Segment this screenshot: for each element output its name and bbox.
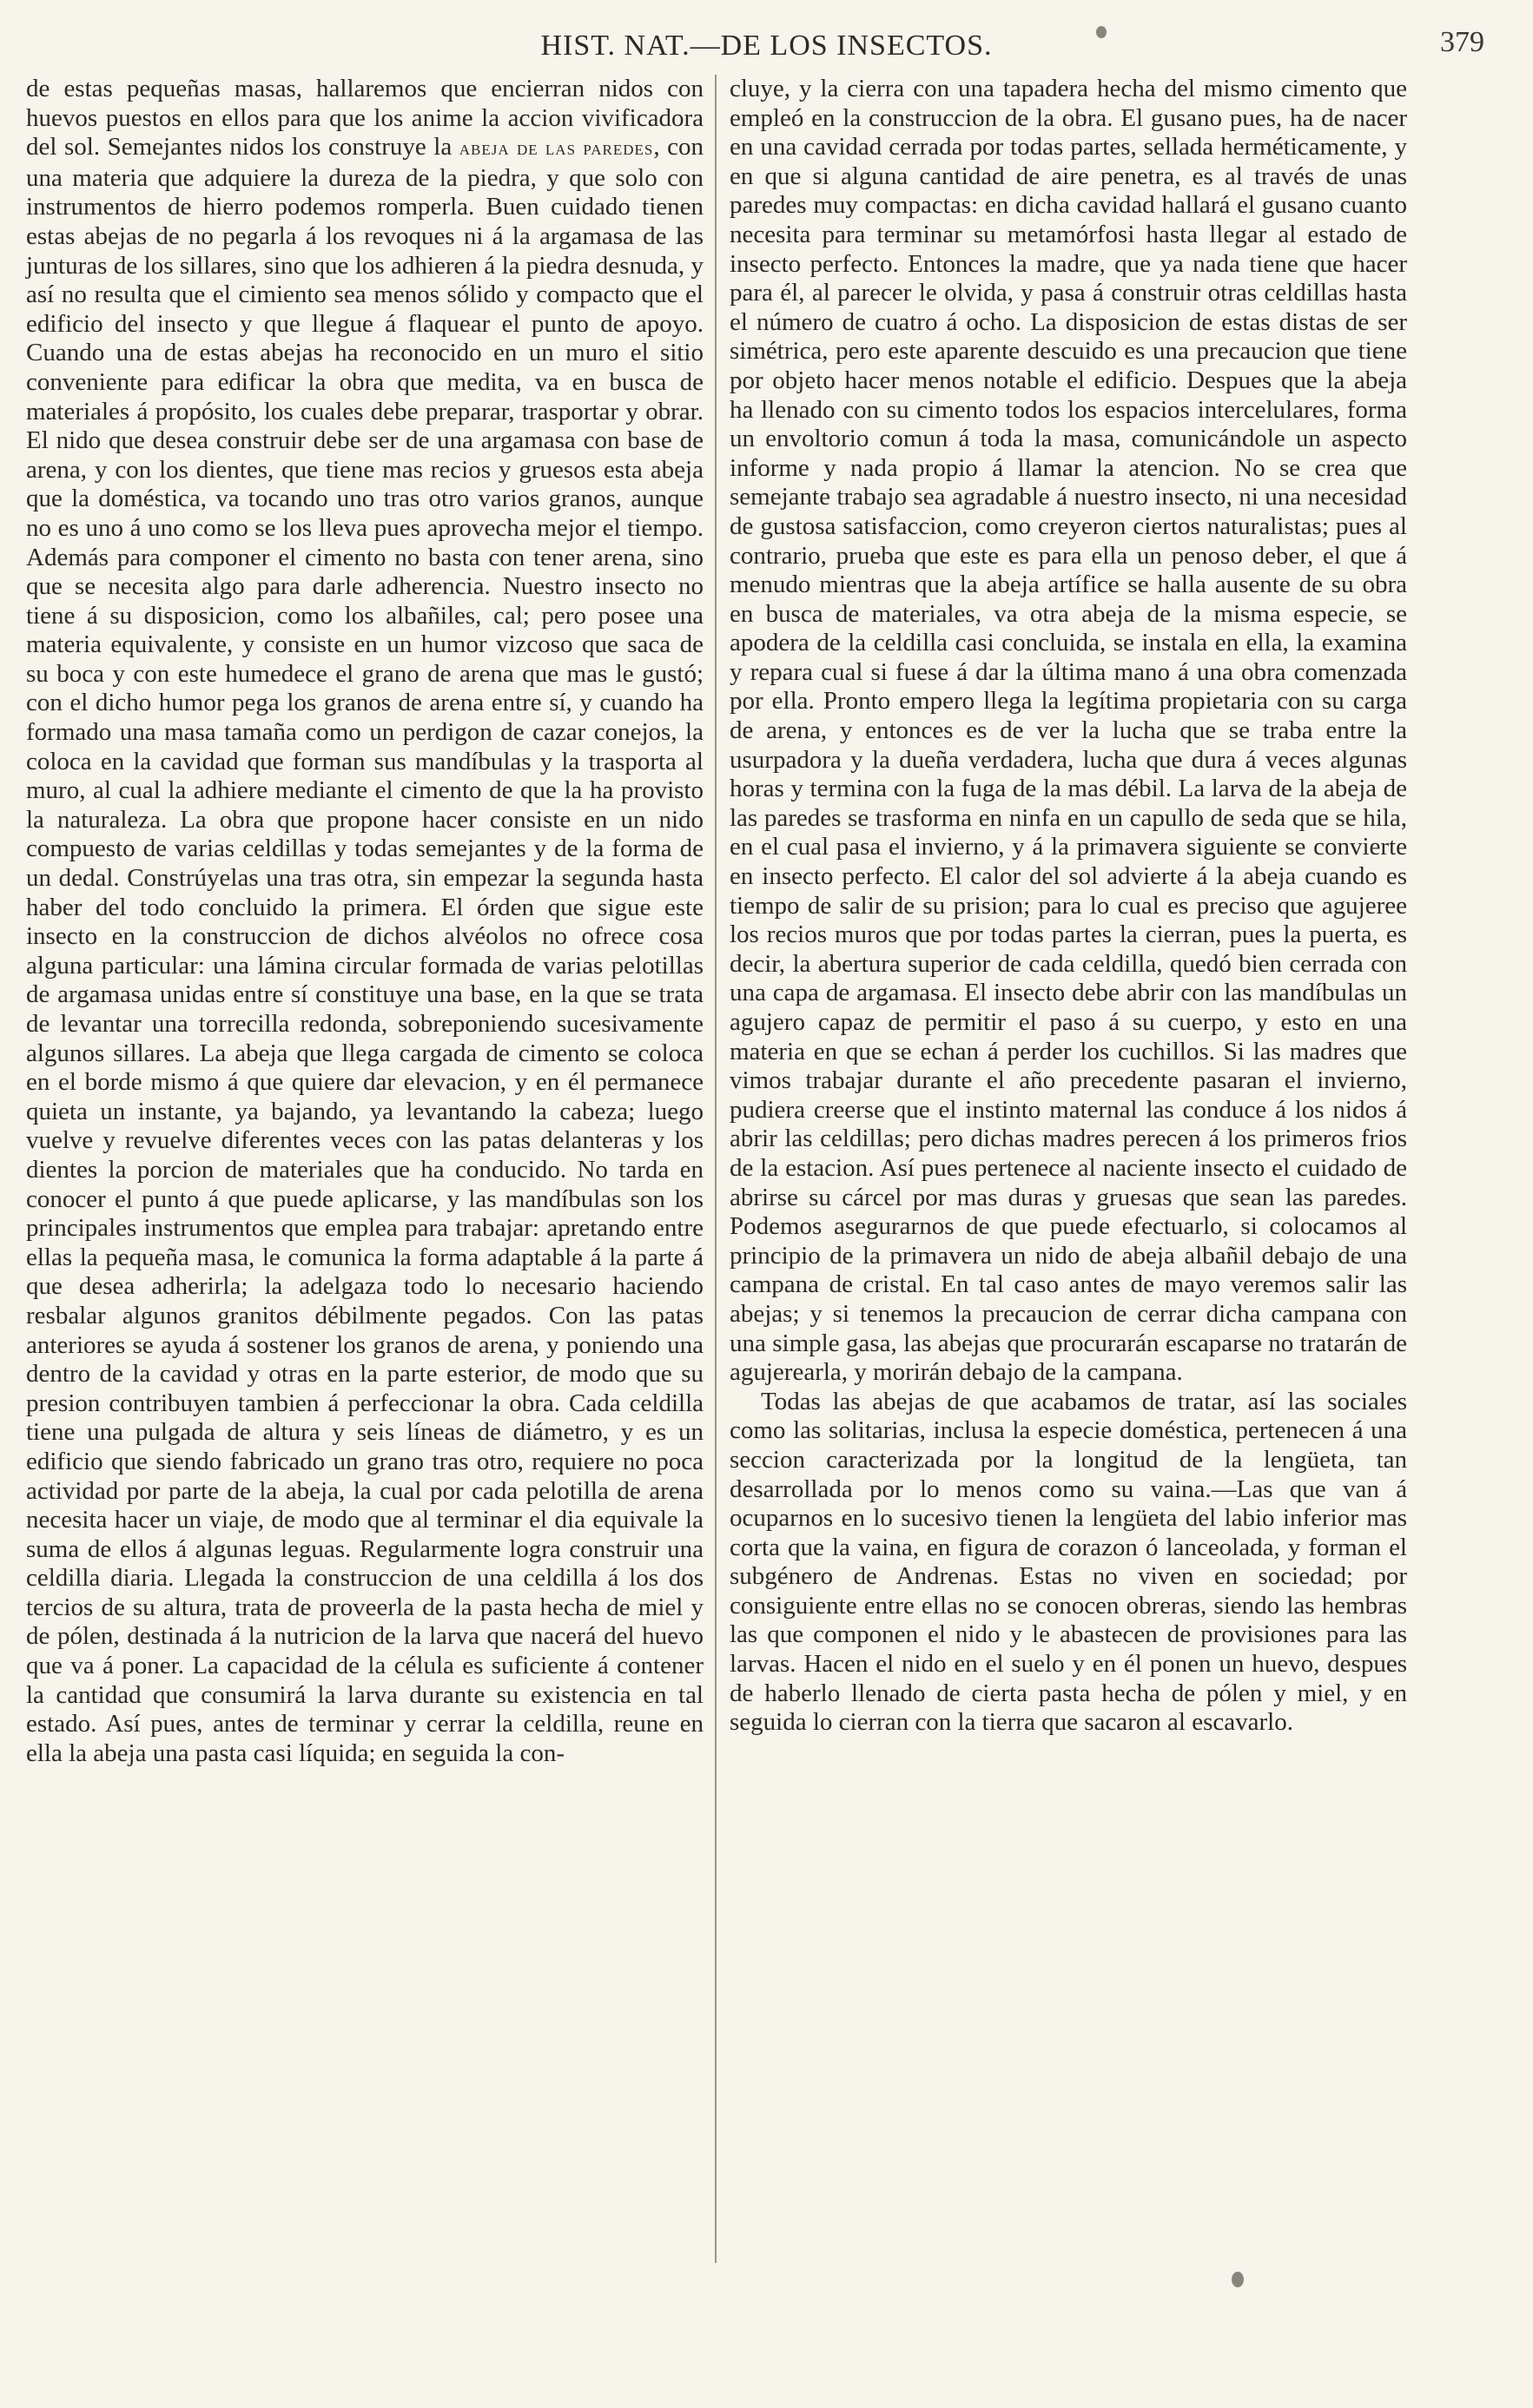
column-divider [715,75,717,2263]
right-column [730,75,1407,1738]
page-header [0,24,1533,73]
ink-speck [1232,2272,1244,2287]
species-name: abeja de las paredes [459,137,654,161]
right-paragraph-2: Todas las abejas de que acabamos de tratar, así las sociales como las solitarias, inclusa la especie doméstica, pertenecen á una seccion caracterizada por la longitud de la lengüeta, tan desarrollada por lo menos como su vaina.—Las que van á ocuparnos en lo sucesivo tienen la lengüeta del labio inferior mas corta que la vaina, en figura de corazon ó lanceolada, y forman el subgénero de Andrenas. Estas no viven en sociedad; por consiguiente entre ellas no se conocen obreras, siendo las hembras las que componen el nido y le abastecen de provisiones para las larvas. Hacen el nido en el suelo y en él ponen un huevo, despues de haberlo llenado de cierta pasta hecha de pólen y miel, y en seguida lo cierran con la tierra que sacaron al escavarlo. [730,1387,1407,1737]
page-number: 379 [1440,26,1484,58]
ink-speck [1096,26,1107,38]
running-title: HIST. NAT.—DE LOS INSECTOS. [540,30,993,62]
left-paragraph [26,75,704,1768]
right-paragraph: cluye, y la cierra con una tapadera hecha del mismo cimento que empleó en la construccion de la obra. El gusano pues, ha de nacer en una cavidad cerrada por todas partes, sellada herméticamente, y en que si alguna cantidad de aire penetra, es al través de unas paredes muy compactas: en dicha cavidad hallará el gusano cuanto necesita para terminar su metamórfosi hasta llegar al estado de insecto perfecto. Entonces la madre, que ya nada tiene que hacer para él, al parecer le olvida, y pasa á construir otras celdillas hasta el número de cuatro á ocho. La disposicion de estas distas de ser simétrica, pero este aparente descuido es una precaucion que tiene por objeto hacer menos notable el edificio. Despues que la abeja ha llenado con su cimento todos los espacios intercelulares, forma un envoltorio comun á toda la masa, comunicándole un aspecto informe y nada propio á llamar la atencion. No se crea que semejante trabajo sea agradable á nuestro insecto, ni una necesidad de gustosa satisfaccion, como creyeron ciertos naturalistas; pues al contrario, prueba que este es para ella un penoso deber, el que á menudo mientras que la abeja artífice se halla ausente de su obra en busca de materiales, va otra abeja de la misma especie, se apodera de la celdilla casi concluida, se instala en ella, la examina y repara cual si fuese á dar la última mano á una obra comenzada por ella. Pronto empero llega la legítima propietaria con su carga de arena, y entonces es de ver la lucha que se traba entre la usurpadora y la dueña verdadera, lucha que dura á veces algunas horas y termina con la fuga de la mas débil. La larva de la abeja de las paredes se trasforma en ninfa en un capullo de seda que se hila, en el cual pasa el invierno, y á la primavera siguiente se convierte en insecto perfecto. El calor del sol advierte á la abeja cuando es tiempo de salir de su prision; para lo cual es preciso que agujeree los recios muros que por todas partes la cierran, pues la puerta, es decir, la abertura superior de cada celdilla, quedó bien cerrada con una capa de argamasa. El insecto debe abrir con las mandíbulas un agujero capaz de permitir el paso á su cuerpo, y esto en una materia en que se echan á perder los cuchillos. Si las madres que vimos trabajar durante el año precedente pasaran el invierno, pudiera creerse que el instinto maternal las conduce á los nidos á abrir las celdillas; pero dichas madres perecen á los primeros frios de la estacion. Así pues pertenece al naciente insecto el cuidado de abrirse su cárcel por mas duras y gruesas que sean las paredes. Podemos asegurarnos de que puede efectuarlo, si colocamos al principio de la primavera un nido de abeja albañil debajo de una campana de cristal. En tal caso antes de mayo veremos salir las abejas; y si tenemos la precaucion de cerrar dicha campana con una simple gasa, las abejas que procurarán escaparse no tratarán de agujerearla, y morirán debajo de la campana. [730,75,1407,1387]
left-column [26,75,704,1768]
left-paragraph-start: de estas pequeñas masas, hallaremos que encierran nidos con huevos puestos en ellos para que los anime la accion vivificadora del sol. Semejantes nidos los construye la [26,75,704,162]
left-paragraph-rest: , con una materia que adquiere la dureza de la piedra, y que solo con instrumentos de hierro podemos romperla. Buen cuidado tienen estas abejas de no pegarla á los revoques ni á la argamasa de las junturas de los sillares, sino que los adhieren á la piedra desnuda, y así no resulta que el cimiento sea menos sólido y compacto que el edificio del insecto y que llegue á flaquear el punto de apoyo. Cuando una de estas abejas ha reconocido en un muro el sitio conveniente para edificar la obra que medita, va en busca de materiales á propósito, los cuales debe preparar, trasportar y obrar. El nido que desea construir debe ser de una argamasa con base de arena, y con los dientes, que tiene mas recios y gruesos esta abeja que la doméstica, va tocando uno tras otro varios granos, aunque no es uno á uno como se los lleva pues aprovecha mejor el tiempo. Además para componer el cimento no basta con tener arena, sino que se necesita algo para darle adherencia. Nuestro insecto no tiene á su disposicion, como los albañiles, cal; pero posee una materia equivalente, y consiste en un humor vizcoso que saca de su boca y con este humedece el grano de arena que mas le gustó; con el dicho humor pega los granos de arena entre sí, y cuando ha formado una masa tamaña como un perdigon de cazar conejos, la coloca en la cavidad que forman sus mandíbulas y la trasporta al muro, al cual la adhiere mediante el cimento de que la ha provisto la naturaleza. La obra que propone hacer consiste en un nido compuesto de varias celdillas y todas semejantes y de la forma de un dedal. Constrúyelas una tras otra, sin empezar la segunda hasta haber del todo concluido la primera. El órden que sigue este insecto en la construccion de dichos alvéolos no ofrece cosa alguna particular: una lámina circular formada de varias pelotillas de argamasa unidas entre sí constituye una base, en la que se trata de levantar una torrecilla redonda, sobreponiendo sucesivamente algunos sillares. La abeja que llega cargada de cimento se coloca en el borde mismo á que quiere dar elevacion, y en él permanece quieta un instante, ya bajando, ya levantando la cabeza; luego vuelve y revuelve diferentes veces con las patas delanteras y los dientes la porcion de materiales que ha conducido. No tarda en conocer el punto á que puede aplicarse, y las mandíbulas son los principales instrumentos que emplea para trabajar: apretando entre ellas la pequeña masa, le comunica la forma adaptable á la parte á que desea adherirla; la adelgaza todo lo necesario haciendo resbalar algunos granitos débilmente pegados. Con las patas anteriores se ayuda á sostener los granos de arena, y poniendo una dentro de la cavidad y otras en la parte esterior, de modo que su presion contribuyen tambien á perfeccionar la obra. Cada celdilla tiene una pulgada de altura y seis líneas de diámetro, y es un edificio que siendo fabricado un grano tras otro, requiere no poca actividad por parte de la abeja, la cual por cada pelotilla de arena necesita hacer un viaje, de modo que al terminar el dia equivale la suma de ellos á algunas leguas. Regularmente logra construir una celdilla diaria. Llegada la construccion de una celdilla á los dos tercios de su altura, trata de proveerla de la pasta hecha de miel y de pólen, destinada á la nutricion de la larva que nacerá del huevo que va á poner. La capacidad de la célula es suficiente á contener la cantidad que consumirá la larva durante su existencia en tal estado. Así pues, antes de terminar y cerrar la celdilla, reune en ella la abeja una pasta casi líquida; en seguida la con- [26,133,704,1767]
